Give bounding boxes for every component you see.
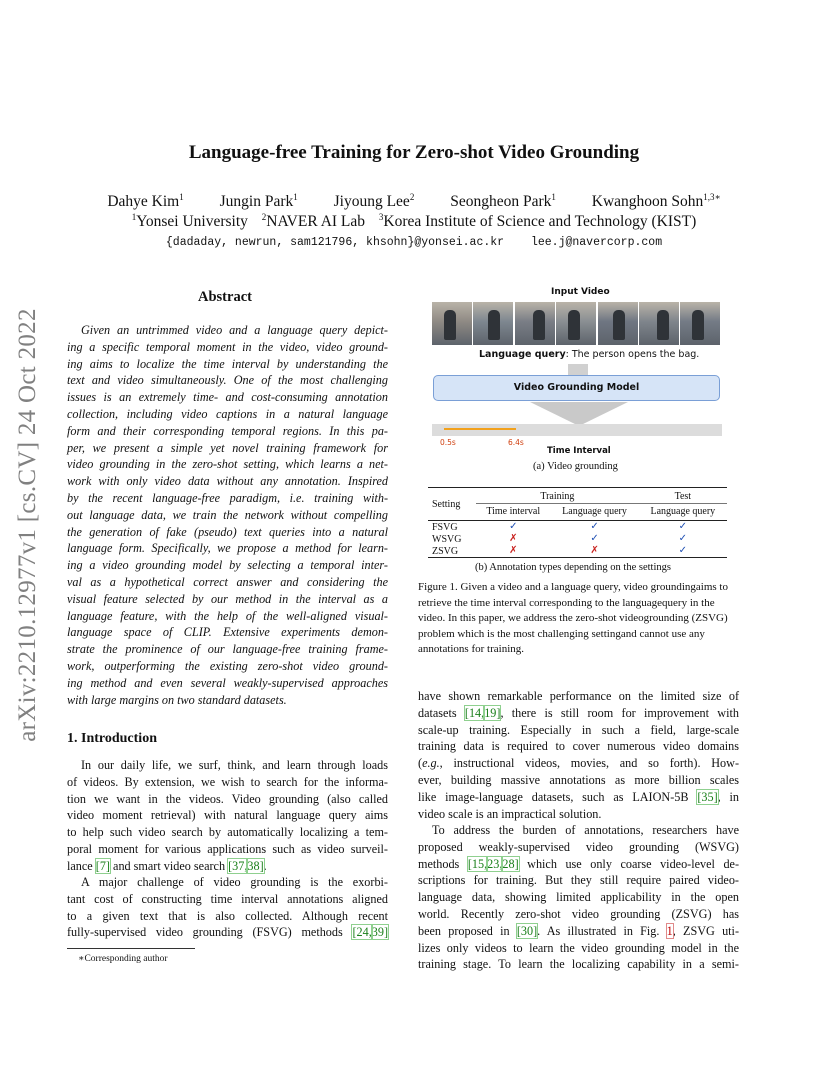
citation-link[interactable]: [37, (228, 859, 248, 873)
video-frame-thumbnail (432, 302, 472, 345)
paper-title: Language-free Training for Zero-shot Video Grounding (188, 142, 640, 163)
check-icon: ✓ (590, 521, 599, 532)
citation-link[interactable]: [14, (464, 705, 485, 720)
text-line: tion we want in the videos. Video grounding (also called (67, 791, 388, 806)
citation-link[interactable]: [15, (467, 856, 488, 871)
col-language-query-test: Language query (650, 506, 716, 517)
citation-link[interactable]: 38] (247, 859, 264, 873)
intro-paragraph-2 (67, 874, 388, 924)
time-interval-highlight (444, 428, 516, 430)
text-line: of videos. By extension, we wish to search for the informa- (67, 774, 388, 789)
text-line: strate the prominence of our language-free training frame- (67, 642, 388, 657)
email-yonsei[interactable]: {dadaday, newrun, sam121796, khsohn}@yonsei.ac.kr (165, 236, 505, 249)
citation-link[interactable]: [30] (516, 923, 538, 938)
citation-link[interactable]: [35] (697, 789, 718, 804)
text-line: ing aims to localize the time interval by understanding the (67, 356, 388, 371)
intro-paragraph-2-last: fully-supervised video grounding (FSVG) methods [24,39] (67, 925, 388, 939)
affiliation: $^2$NAVER AI Lab (261, 211, 366, 230)
col-test-header: Test (639, 488, 727, 504)
col-language-query: Language query (562, 506, 627, 517)
col-time-interval: Time interval (486, 506, 541, 517)
citation-link[interactable]: 39] (371, 925, 388, 939)
setting-name: FSVG (432, 521, 458, 533)
check-icon: ✓ (509, 521, 518, 532)
citation-link[interactable]: [24, (352, 925, 372, 939)
text-line: work, outperforming the existing zero-shot video ground- (67, 658, 388, 673)
intro-paragraph-1-last: lance [7] and smart video search [37,38]. (67, 859, 267, 873)
author: Seongheon Park$^1$ (450, 191, 556, 210)
video-grounding-model-box: Video Grounding Model (433, 375, 720, 401)
affiliation: $^1$Yonsei University (131, 211, 248, 230)
author: Kwanghoon Sohn$^{1,3∗}$ (591, 191, 721, 210)
figure-1-caption (418, 580, 738, 658)
col-setting-header: Setting (428, 488, 476, 521)
setting-name: ZSVG (432, 545, 459, 557)
subfigure-b-caption: (b) Annotation types depending on the settings (475, 562, 671, 573)
footnote: ∗Corresponding author (78, 954, 168, 964)
subfigure-a-caption: (a) Video grounding (533, 461, 618, 472)
affiliation-list (0, 213, 828, 231)
setting-name: WSVG (432, 533, 462, 545)
check-icon: ✓ (678, 521, 688, 532)
text-line: grounding (ZSVG) problem which is the most challenging setting (418, 612, 728, 640)
text-line: the generation of fake (pseudo) text queries into a natural (67, 524, 388, 539)
text-line: poral moment for various applications such as video surveil- (67, 841, 388, 856)
settings-row (428, 521, 727, 534)
text-line: and cannot use any annotations for training. (418, 627, 705, 655)
text-line: ing a video grounding model by selecting a temporal inter- (67, 558, 388, 573)
settings-row (428, 533, 727, 545)
text-line: language space of CLIP. Extensive experiments demon- (67, 625, 388, 640)
abstract-heading: Abstract (198, 289, 252, 305)
check-icon: ✓ (590, 533, 599, 544)
cross-icon: ✗ (509, 533, 518, 544)
video-frames-strip (432, 302, 722, 345)
author-emails (0, 236, 828, 249)
text-line: aims to retrieve the time interval corresponding to the language (418, 581, 728, 609)
settings-table-wrap (428, 487, 727, 558)
text-line: visual feature selected by our method in the interval as a (67, 591, 388, 606)
col-training-header: Training (476, 488, 639, 504)
cross-icon: ✗ (590, 545, 599, 556)
text-line: with large margins on two standard datasets. (67, 692, 287, 707)
abstract-body (67, 322, 388, 708)
text-line: In our daily life, we surf, think, and learn through loads (81, 758, 388, 772)
text-line: video moment retrieval) with natural language query aims (67, 808, 388, 823)
start-time-label: 0.5s (440, 438, 456, 447)
end-time-label: 6.4s (508, 438, 524, 447)
text-line: ing a specific temporal moment in the video, video ground- (67, 339, 388, 354)
intro-heading: 1. Introduction (67, 731, 157, 746)
text-line: val as a hypothetical correct answer and considering the (67, 574, 388, 589)
figure-ref-link[interactable]: 1 (666, 923, 673, 938)
text-line: out language data, we train the network without compelling (67, 507, 388, 522)
text-line: form and their corresponding temporal regions. In this pa- (67, 423, 388, 438)
citation-link[interactable]: [7] (95, 859, 110, 873)
right-column-paragraph-2: To address the burden of annotations, researchers have proposed weakly-supervised video grounding (WSVG) methods [15,23,28] which use only coarse video-level de- scriptions for training. But they still require paired video- language data, showing limited applicability in the open world. Recently zero-shot video grounding (ZSVG) has been proposed in [30]. As illustrated in Fig. 1, ZSVG uti- lizes only videos to learn the video grounding model in the training stage. To learn the localizing capability in a semi- (418, 823, 740, 972)
settings-table (428, 487, 727, 558)
author: Dahye Kim$^1$ (107, 191, 184, 210)
affiliation: $^3$Korea Institute of Science and Technology (KIST) (378, 211, 697, 230)
text-line: to a given text that is also collected. Although recent (67, 908, 388, 923)
text-line: ing method and even several weakly-supervised approaches (67, 675, 388, 690)
check-icon: ✓ (678, 545, 688, 556)
cross-icon: ✗ (509, 545, 518, 556)
text-line: per, we present a simple yet novel training framework for (67, 440, 388, 455)
input-video-label: Input Video (551, 287, 610, 297)
footnote-rule (67, 948, 195, 949)
text-line: tant cost of constructing time interval annotations aligned (67, 891, 388, 906)
video-frame-thumbnail (598, 302, 638, 345)
author: Jiyoung Lee$^2$ (333, 191, 415, 210)
check-icon: ✓ (678, 533, 688, 544)
text-line: collection, including video captions in a natural language (67, 406, 388, 421)
citation-link[interactable]: 23, (487, 856, 503, 871)
down-arrow-icon (530, 402, 628, 426)
text-line: issues is an extremely time- and cost-consuming annotation (67, 390, 388, 405)
citation-link[interactable]: 28] (502, 856, 519, 871)
author: Jungin Park$^1$ (219, 191, 298, 210)
text-line: text and video simultaneously. One of the most challenging (67, 373, 388, 388)
text-line: work with only video data without any annotation. Inspired (67, 474, 388, 489)
author-list (0, 193, 828, 211)
text-line: to help such video search by automatically localizing a tem- (67, 825, 388, 840)
settings-row (428, 545, 727, 558)
timeline-bar (432, 424, 722, 436)
arxiv-stamp: arXiv:2210.12977v1 [cs.CV] 24 Oct 2022 (14, 308, 41, 742)
text-line: language feature, with the help of the well-aligned visual- (67, 608, 388, 623)
text-line: video grounding in the zero-shot setting, which learns a net- (67, 457, 388, 472)
settings-rows (428, 521, 727, 558)
citation-link[interactable]: 19] (484, 705, 501, 720)
text-line: query in the video. In this paper, we address the zero-shot video (418, 596, 715, 624)
language-query: Language query: The person opens the bag. (479, 349, 700, 360)
email-naver[interactable]: lee.j@navercorp.com (530, 236, 663, 249)
text-line: Given an untrimmed video and a language query depict- (81, 323, 388, 337)
video-frame-thumbnail (515, 302, 555, 345)
intro-paragraph-1 (67, 757, 388, 858)
text-line: Figure 1. Given a video and a language query, video grounding (418, 581, 696, 593)
video-frame-thumbnail (639, 302, 679, 345)
video-frame-thumbnail (556, 302, 596, 345)
time-interval-label: Time Interval (547, 446, 611, 456)
video-frame-thumbnail (473, 302, 513, 345)
video-frame-thumbnail (680, 302, 720, 345)
right-column-paragraph-1: have shown remarkable performance on the limited size of datasets [14,19], there is still room for improvement with scale-up training. Especially in such a field, large-scale training data is required to cover numerous video domains (e.g., instructional videos, movies, and so forth). How- ever, building massive annotations as more billion scales like image-language datasets, such as LAION-5B [35], in video scale is an impractical solution. (418, 689, 739, 821)
text-line: by the recent language-free paradigm, i.e. training with- (67, 490, 388, 505)
text-line: language form. Specifically, we propose a method for learn- (67, 541, 388, 556)
text-line: A major challenge of video grounding is the exorbi- (81, 875, 388, 889)
